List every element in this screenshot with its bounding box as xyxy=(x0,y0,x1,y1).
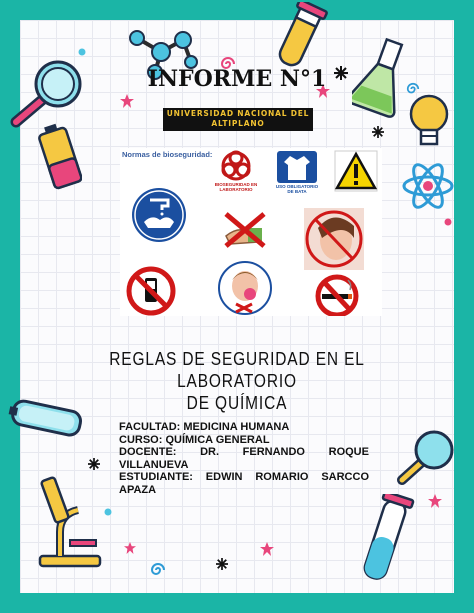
dot-icon xyxy=(104,508,112,516)
battery-icon xyxy=(38,122,82,192)
no-smoking-icon xyxy=(312,274,362,316)
no-makeup-icon xyxy=(304,208,364,270)
main-heading-line1: REGLAS DE SEGURIDAD EN EL LABORATORIO xyxy=(109,349,365,391)
main-heading xyxy=(68,348,407,414)
star-icon xyxy=(124,542,136,554)
teacher-word-3: ROQUE xyxy=(328,446,369,458)
light-bulb-icon xyxy=(404,90,454,160)
atom-icon xyxy=(400,158,456,214)
microscope-icon xyxy=(30,470,110,570)
no-phone-icon xyxy=(126,266,176,316)
student-line xyxy=(119,471,369,484)
biohazard-label xyxy=(210,182,262,192)
lab-coat-label-line2: DE BATA xyxy=(287,189,307,194)
biohazard-icon xyxy=(218,150,254,182)
teacher-line xyxy=(119,446,369,459)
report-title: INFORME N°1 xyxy=(147,66,327,92)
magnifying-glass-2-icon xyxy=(388,428,460,494)
asterisk-icon xyxy=(372,126,384,138)
star-icon xyxy=(428,494,442,508)
test-tube-icon xyxy=(268,2,328,72)
no-hand-contact-icon xyxy=(220,210,268,250)
signs-caption: Normas de bioseguridad: xyxy=(122,150,213,159)
dot-icon xyxy=(78,48,86,56)
main-heading-line2: DE QUÍMICA xyxy=(186,393,288,413)
test-tube-2-icon xyxy=(356,494,416,586)
star-icon xyxy=(260,542,274,556)
asterisk-icon xyxy=(216,558,228,570)
university-banner xyxy=(163,108,313,131)
university-line1: UNIVERSIDAD NACIONAL DEL xyxy=(166,109,310,118)
asterisk-icon xyxy=(88,458,100,470)
hand-washing-icon xyxy=(130,186,188,244)
biosafety-signs-panel xyxy=(120,148,382,316)
course-line: CURSO: QUÍMICA GENERAL xyxy=(119,433,270,446)
info-block xyxy=(119,421,369,496)
teacher-label: DOCENTE: xyxy=(119,446,177,458)
teacher-word-1: DR. xyxy=(200,446,220,458)
warning-icon xyxy=(334,150,378,192)
student-line-2: APAZA xyxy=(119,483,157,496)
student-word-1: EDWIN xyxy=(205,471,243,483)
swirl-icon xyxy=(150,562,166,578)
no-eating-icon xyxy=(216,260,274,316)
star-icon xyxy=(120,94,134,108)
student-label: ESTUDIANTE: xyxy=(119,471,193,483)
lab-coat-label-line1: USO OBLIGATORIO xyxy=(275,184,319,189)
teacher-word-2: FERNANDO xyxy=(242,446,305,458)
biohazard-label-line1: BIOSEGURIDAD EN xyxy=(214,182,258,187)
student-word-2: ROMARIO xyxy=(255,471,309,483)
university-line2: ALTIPLANO xyxy=(211,119,265,128)
student-word-3: SARCCO xyxy=(321,471,369,483)
biohazard-label-line2: LABORATORIO xyxy=(219,187,253,192)
teacher-line-2: VILLANUEVA xyxy=(119,458,189,471)
dot-icon xyxy=(444,218,452,226)
lab-coat-sign-icon xyxy=(276,150,318,184)
lab-coat-label xyxy=(272,184,322,194)
faculty-line: FACULTAD: MEDICINA HUMANA xyxy=(119,421,290,433)
